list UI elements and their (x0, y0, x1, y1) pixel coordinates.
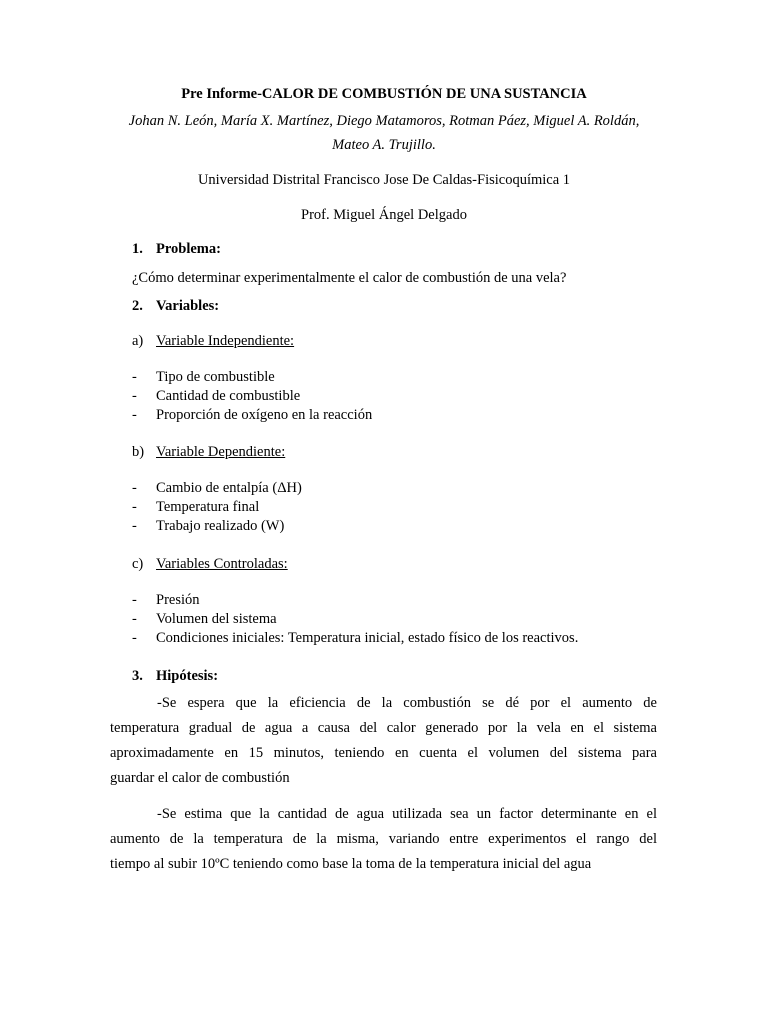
section-3-title: Hipótesis: (156, 668, 219, 684)
list-dash: - (132, 611, 137, 627)
hypothesis-1-line: -Se espera que la eficiencia de la combustión se dé por el aumento de (157, 695, 657, 711)
section-2-title: Variables: (156, 298, 220, 314)
list-item: Volumen del sistema (156, 611, 277, 627)
list-item: Presión (156, 592, 200, 608)
list-item: Cambio de entalpía (ΔH) (156, 480, 302, 496)
subsection-b-marker: b) (132, 444, 145, 460)
list-item: Temperatura final (156, 499, 260, 515)
list-item: Proporción de oxígeno en la reacción (156, 407, 373, 423)
subsection-a-title: Variable Independiente: (156, 333, 295, 349)
subsection-a-marker: a) (132, 333, 144, 349)
subsection-b-title: Variable Dependiente: (156, 444, 286, 460)
list-dash: - (132, 518, 137, 534)
list-dash: - (132, 480, 137, 496)
list-dash: - (132, 630, 137, 646)
hypothesis-2-line: tiempo al subir 10ºC teniendo como base la toma de la temperatura inicial del agua (110, 856, 592, 872)
list-item: Trabajo realizado (W) (156, 518, 285, 534)
document-title: Pre Informe-CALOR DE COMBUSTIÓN DE UNA SUSTANCIA (181, 86, 587, 102)
list-item: Condiciones iniciales: Temperatura inicial, estado físico de los reactivos. (156, 630, 579, 646)
hypothesis-2-line: -Se estima que la cantidad de agua utilizada sea un factor determinante en el (157, 806, 657, 822)
authors-line-1: Johan N. León, María X. Martínez, Diego Matamoros, Rotman Páez, Miguel A. Roldán, (128, 113, 640, 129)
section-2-number: 2. (132, 298, 143, 314)
list-dash: - (132, 407, 137, 423)
hypothesis-1-line: temperatura gradual de agua a causa del calor generado por la vela en el sistema (110, 720, 657, 736)
list-dash: - (132, 499, 137, 515)
section-3-number: 3. (132, 668, 143, 684)
university-line: Universidad Distrital Francisco Jose De Caldas-Fisicoquímica 1 (197, 172, 571, 188)
list-dash: - (132, 592, 137, 608)
list-item: Cantidad de combustible (156, 388, 301, 404)
section-1-number: 1. (132, 241, 143, 257)
list-item: Tipo de combustible (156, 369, 275, 385)
hypothesis-1-line: guardar el calor de combustión (110, 770, 290, 786)
subsection-c-marker: c) (132, 556, 144, 572)
problem-question: ¿Cómo determinar experimentalmente el calor de combustión de una vela? (132, 270, 567, 286)
list-dash: - (132, 369, 137, 385)
hypothesis-1-line: aproximadamente en 15 minutos, teniendo en cuenta el volumen del sistema para (110, 745, 657, 761)
section-1-title: Problema: (156, 241, 221, 257)
hypothesis-2-line: aumento de la temperatura de la misma, variando entre experimentos el rango del (110, 831, 657, 847)
list-dash: - (132, 388, 137, 404)
subsection-c-title: Variables Controladas: (156, 556, 288, 572)
professor-line: Prof. Miguel Ángel Delgado (301, 207, 467, 223)
authors-line-2: Mateo A. Trujillo. (332, 137, 436, 153)
